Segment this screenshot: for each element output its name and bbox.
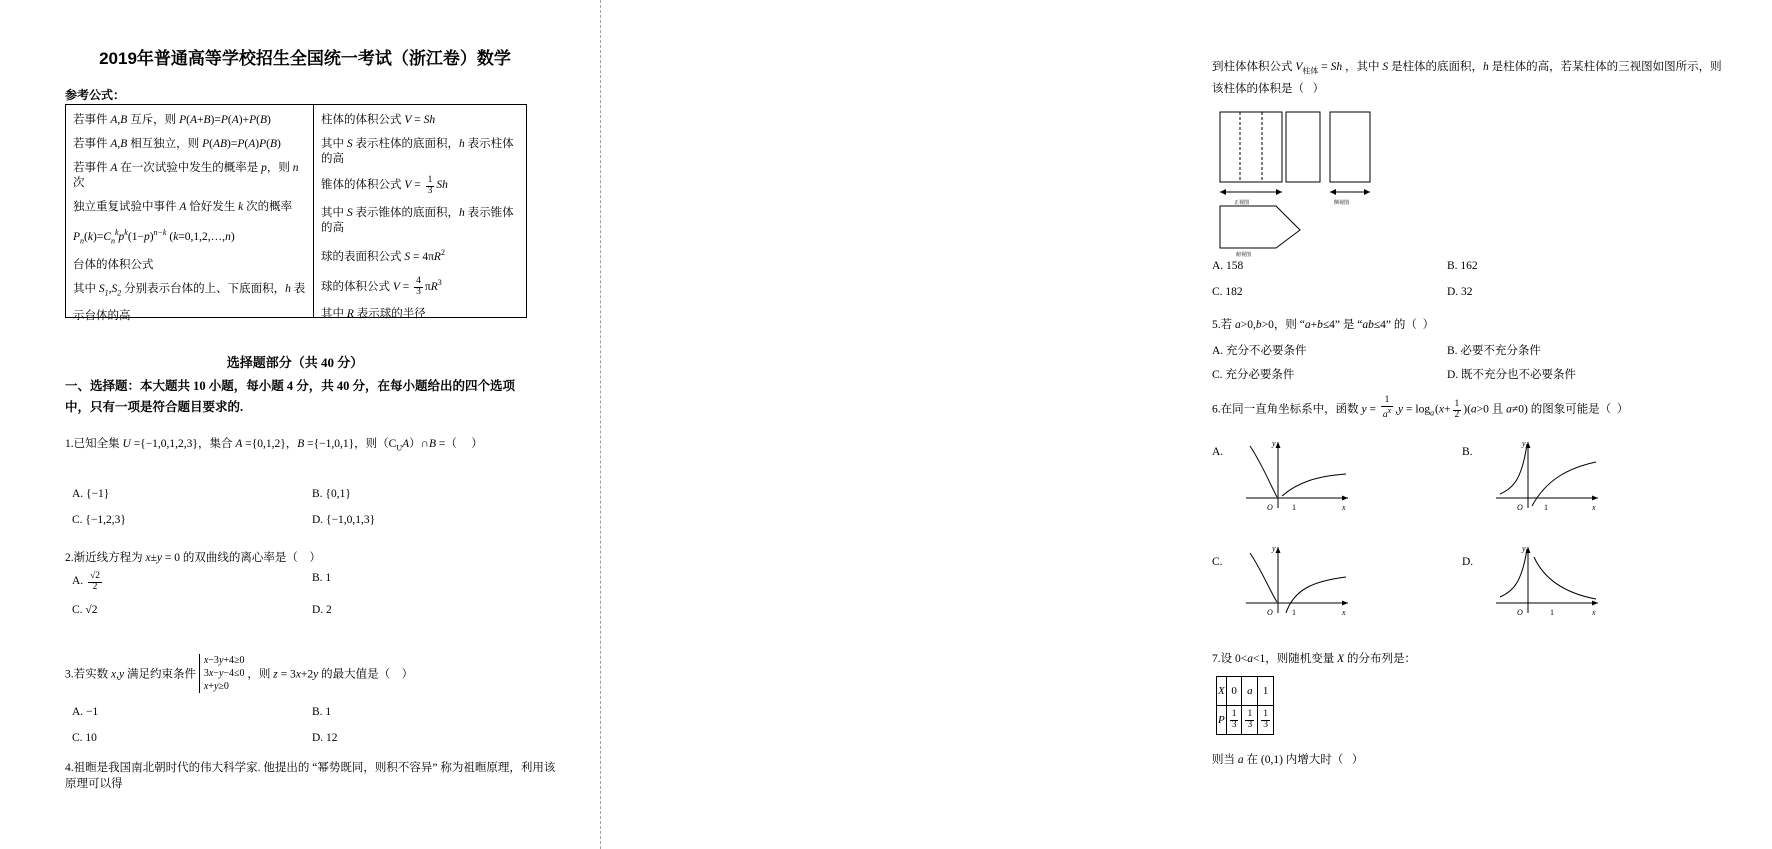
reference-formula-box [65,104,527,323]
svg-text:正视图: 正视图 [1234,200,1250,206]
formula-line: 若事件 A,B 互斥，则 P(A+B)=P(A)+P(B) [73,114,271,126]
option-D[interactable]: D. 32 [1447,286,1473,298]
question-5-number: 5. [1212,319,1221,331]
svg-text:x: x [1592,503,1596,512]
question-4-continued: 到柱体体积公式 $V_{柱体} = Sh$ ，其中 S 是柱体的底面积，h 是柱体的高，若某柱体的三视图如图所示，则该柱体的体积是（ ） [1212,61,1722,96]
right-column [600,0,1722,849]
question-3-options [72,706,542,758]
question-4-number: 4. [65,762,74,774]
svg-text:O: O [1517,503,1523,512]
question-2-number: 2. [65,552,74,564]
option-B-label[interactable]: B. [1462,446,1473,458]
formula-line: 柱体的体积公式 V = Sh [321,114,436,126]
formula-line: 球的体积公式 V = $\frac{4}{3}$ $\pi R^3$ [321,276,442,298]
option-C[interactable]: C. 182 [1212,286,1243,298]
graph-C [1236,541,1356,621]
table-cell: $\frac{1}{3}$ [1258,706,1274,735]
option-C-label[interactable]: C. [1212,556,1223,568]
table-cell-X: X [1217,677,1227,706]
table-cell: 1 [1258,677,1274,706]
left-column [0,0,600,849]
question-5-stem: 5.若 a>0,b>0，则 “a+b≤4” 是 “ab≤4” 的（ ） [1212,319,1435,331]
graph-B [1486,436,1606,516]
option-B[interactable]: B. 1 [312,572,332,584]
question-1-number: 1. [65,438,74,450]
formula-box-left [66,105,314,323]
question-3-stem: 3.若实数 x,y 满足约束条件 x−3y+4≥0 3x−y−4≤0 x+y≥0 ，则 z = 3x+2y 的最大值是（ ） [65,655,414,692]
question-6-stem: 6.在同一直角坐标系中，函数 y = $\frac{1}{a^x}$ $,y = \log_a$ (x+ $\frac{1}{2}$ )(a>0 且 a≠0) 的图象可能是（ ） [1212,395,1629,421]
question-4-stem: 4.祖暅是我国南北朝时代的伟大科学家. 他提出的 “幂势既同，则积不容异” 称为祖暅原理，利用该原理可以得 [65,762,556,790]
svg-text:1: 1 [1550,608,1554,617]
question-6-graphs [1212,436,1772,636]
svg-text:y: y [1272,439,1276,448]
svg-text:1: 1 [1544,503,1548,512]
svg-text:1: 1 [1292,608,1296,617]
option-C[interactable]: C. 充分必要条件 [1212,369,1295,381]
option-A[interactable]: A. 158 [1212,260,1244,272]
question-7-stem: 7.设 0<a<1，则随机变量 X 的分布列是： [1212,653,1417,665]
formula-line: 台体的体积公式 [73,259,154,272]
three-view-figure [1212,108,1552,258]
formula-box-right [314,105,526,321]
svg-text:侧视图: 侧视图 [1334,200,1350,206]
question-5-options [1212,342,1682,394]
option-D[interactable]: D. 12 [312,732,338,744]
svg-text:y: y [1522,544,1526,553]
question-1-stem: 1.已知全集 U ={−1,0,1,2,3}，集合 A ={0,1,2}，B ={−1,0,1}，则$(C_UA)\cap B$ =（ ） [65,438,483,453]
formula-line: 示台体的高 [73,310,131,323]
option-B[interactable]: B. 162 [1447,260,1478,272]
graph-D [1486,541,1606,621]
svg-text:y: y [1522,439,1526,448]
option-A[interactable]: A. $\frac{√2}{2}$ [72,571,101,592]
question-6-number: 6. [1212,403,1221,416]
svg-text:O: O [1267,608,1273,617]
option-D[interactable]: D. 既不充分也不必要条件 [1447,369,1577,381]
svg-text:O: O [1267,503,1273,512]
svg-text:1: 1 [1292,503,1296,512]
reference-formulas-label: 参考公式： [65,88,126,102]
formula-line: 其中 R 表示球的半径 [321,308,426,321]
formula-line: 若事件 A,B 相互独立，则 P(AB)=P(A)P(B) [73,138,281,150]
option-B[interactable]: B. 必要不充分条件 [1447,345,1541,357]
table-row [1217,706,1274,735]
formula-line: 独立重复试验中事件 A 恰好发生 k 次的概率 [73,201,293,213]
question-2-stem: 2.渐近线方程为 x±y = 0 的双曲线的离心率是（ ） [65,552,321,564]
graph-A [1236,436,1356,516]
table-cell: $\frac{1}{3}$ [1226,706,1242,735]
table-cell-P: P [1217,706,1227,735]
table-cell: a [1242,677,1258,706]
table-cell: $\frac{1}{3}$ [1242,706,1258,735]
question-1-options [72,488,542,540]
question-2-options [72,572,542,624]
option-C[interactable]: C. √2 [72,604,98,616]
option-C[interactable]: C. {−1,2,3} [72,514,126,526]
section-instruction: 一、选择题：本大题共 10 小题，每小题 4 分，共 40 分，在每小题给出的四个选项中，只有一项是符合题目要求的. [65,379,516,414]
formula-line: 其中 $S_1,S_2$ 分别表示台体的上、下底面积，h 表 [73,283,306,298]
option-A[interactable]: A. 充分不必要条件 [1212,345,1307,357]
svg-text:x: x [1592,608,1596,617]
question-7-tail: 则当 a 在 (0,1) 内增大时（ ） [1212,754,1364,766]
formula-line: 锥体的体积公式 V = $\frac{1}{3}$ Sh [321,175,448,196]
formula-line: 其中 S 表示锥体的底面积，h 表示锥体的高 [321,206,514,234]
section-heading: 选择题部分（共 40 分） [226,355,364,370]
svg-text:y: y [1272,544,1276,553]
svg-text:俯视图: 俯视图 [1236,252,1252,258]
distribution-table [1216,676,1274,735]
formula-line: $P_n(k)=C_n^kp^k(1-p)^{n-k}$ (k=0,1,2,…,n) [73,228,235,246]
option-B[interactable]: B. {0,1} [312,488,351,500]
svg-text:x: x [1342,608,1346,617]
formula-line: 若事件 A 在一次试验中发生的概率是 p，则 n 次 [73,162,299,189]
option-C[interactable]: C. 10 [72,732,97,744]
table-cell: 0 [1226,677,1242,706]
formula-line: 球的表面积公式 $S = 4\pi R^2$ [321,247,445,263]
question-3-number: 3. [65,668,74,681]
option-D-label[interactable]: D. [1462,556,1474,568]
option-D[interactable]: D. 2 [312,604,332,616]
formula-line: 其中 S 表示柱体的底面积，h 表示柱体的高 [321,138,514,165]
option-B[interactable]: B. 1 [312,706,332,718]
question-4-options [1212,260,1682,312]
table-row [1217,677,1274,706]
svg-text:x: x [1342,503,1346,512]
option-A[interactable]: A. −1 [72,706,99,718]
question-7-number: 7. [1212,653,1221,665]
option-A-label[interactable]: A. [1212,446,1224,458]
page-title: 2019年普通高等学校招生全国统一考试（浙江卷）数学 [99,49,511,68]
svg-text:O: O [1517,608,1523,617]
option-A[interactable]: A. {−1} [72,488,110,500]
option-D[interactable]: D. {−1,0,1,3} [312,514,376,526]
